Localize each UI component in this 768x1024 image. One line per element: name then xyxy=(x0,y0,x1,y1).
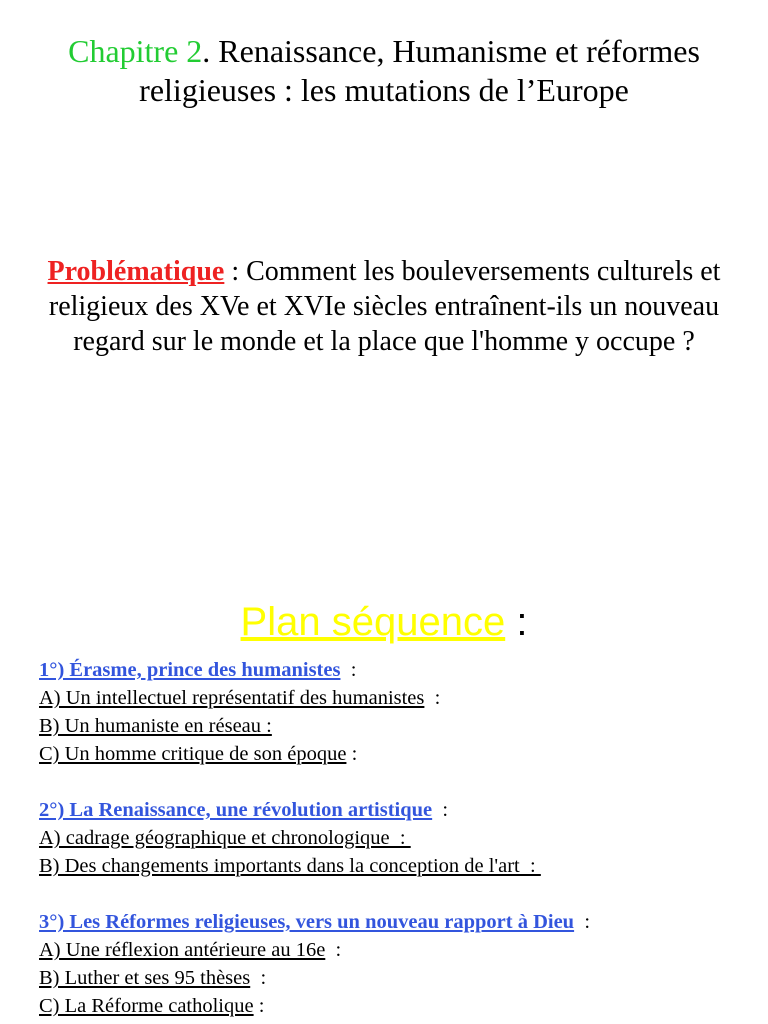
plan-heading xyxy=(0,596,768,648)
plan-item-link[interactable]: A) Une réflexion antérieure au 16e xyxy=(39,939,326,961)
plan-item-link[interactable]: B) Luther et ses 95 thèses xyxy=(39,967,251,989)
section-heading-link[interactable]: 2°) La Renaissance, une révolution artistique xyxy=(39,799,433,821)
plan-item-link[interactable]: A) cadrage géographique et chronologique : xyxy=(39,827,411,849)
plan-item-link[interactable]: C) Un homme critique de son époque xyxy=(39,743,347,765)
plan-title: Plan séquence xyxy=(240,600,506,644)
chapter-title xyxy=(0,32,768,110)
plan-section-1 xyxy=(39,656,759,768)
heading-colon: : xyxy=(432,799,449,821)
item-colon: : xyxy=(424,687,441,709)
plan-list xyxy=(39,656,759,1020)
item-colon: : xyxy=(346,743,358,765)
section-heading-line xyxy=(39,656,759,684)
plan-item xyxy=(39,936,759,964)
chapter-title-text: . Renaissance, Humanisme et réformes religieuses : les mutations de l’Europe xyxy=(139,33,700,108)
plan-item xyxy=(39,684,759,712)
problematique xyxy=(40,254,728,359)
plan-item xyxy=(39,824,759,852)
item-colon: : xyxy=(325,939,342,961)
heading-colon: : xyxy=(574,911,591,933)
plan-item xyxy=(39,740,759,768)
section-heading-line xyxy=(39,796,759,824)
problematique-text: : Comment les bouleversements culturels et religieux des XVe et XVIe siècles entraînent-ils un nouveau regard sur le monde et la place que l'homme y occupe ? xyxy=(48,256,721,357)
plan-item xyxy=(39,712,759,740)
item-colon: : xyxy=(250,967,267,989)
plan-item xyxy=(39,852,759,880)
plan-item-link[interactable]: C) La Réforme catholique xyxy=(39,995,254,1017)
plan-item-link[interactable]: B) Un humaniste en réseau : xyxy=(39,715,272,737)
plan-section-2 xyxy=(39,796,759,880)
plan-item xyxy=(39,992,759,1020)
plan-item-link[interactable]: B) Des changements importants dans la conception de l'art : xyxy=(39,855,541,877)
plan-colon: : xyxy=(505,600,528,644)
chapter-number: Chapitre 2 xyxy=(68,33,203,69)
section-heading-link[interactable]: 1°) Érasme, prince des humanistes xyxy=(39,659,341,681)
section-heading-link[interactable]: 3°) Les Réformes religieuses, vers un nouveau rapport à Dieu xyxy=(39,911,575,933)
plan-item-link[interactable]: A) Un intellectuel représentatif des humanistes xyxy=(39,687,425,709)
section-heading-line xyxy=(39,908,759,936)
plan-item xyxy=(39,964,759,992)
plan-section-3 xyxy=(39,908,759,1020)
problematique-label: Problématique xyxy=(47,256,225,287)
heading-colon: : xyxy=(340,659,357,681)
item-colon: : xyxy=(253,995,265,1017)
